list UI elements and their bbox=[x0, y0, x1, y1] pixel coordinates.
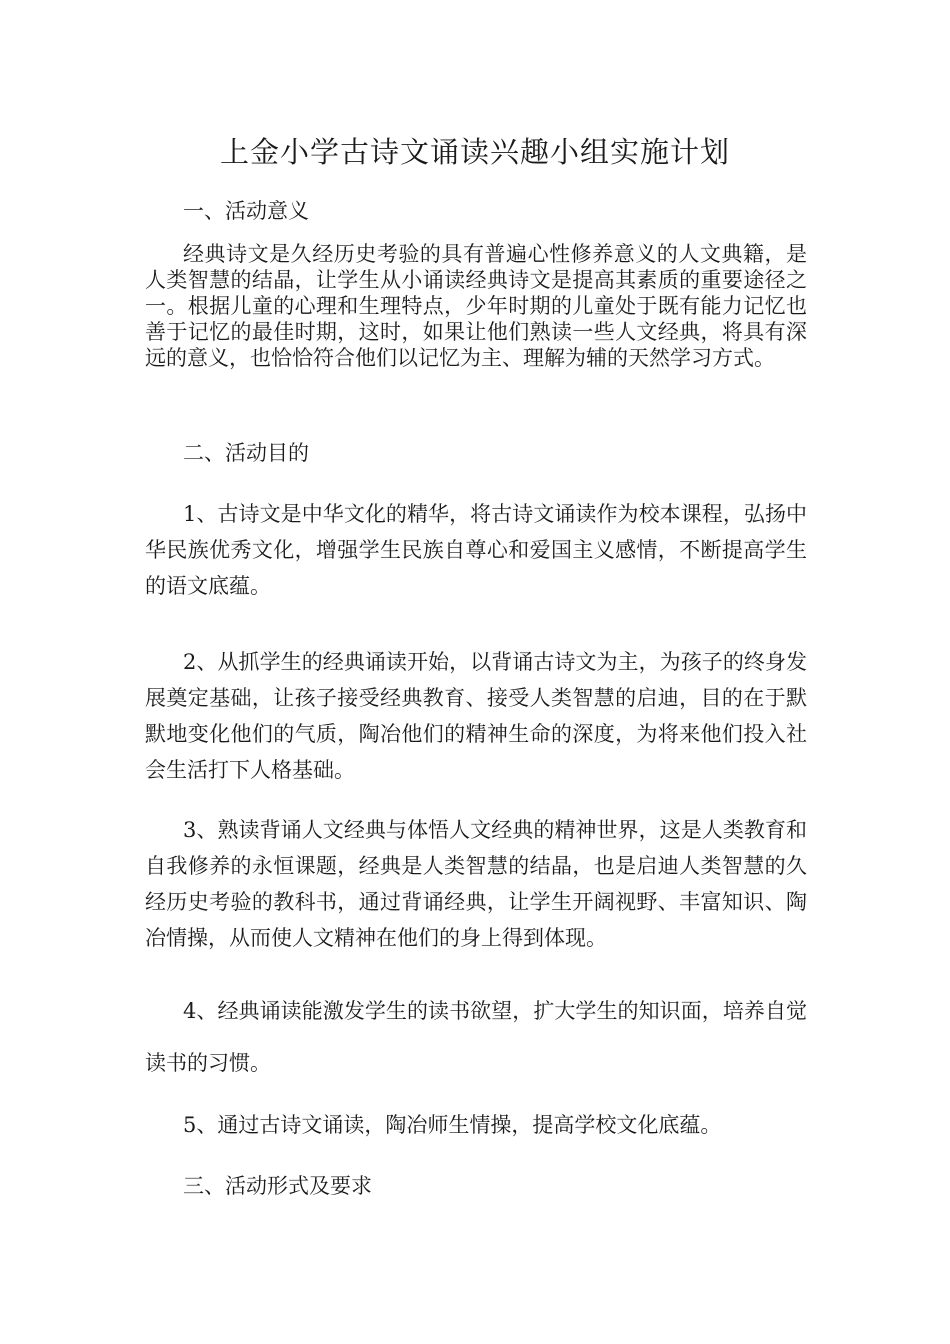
section-heading-significance: 一、活动意义 bbox=[183, 199, 309, 223]
purpose-item-4: 4、经典诵读能激发学生的读书欲望，扩大学生的知识面，培养自觉读书的习惯。 bbox=[145, 999, 807, 1075]
significance-paragraph: 经典诗文是久经历史考验的具有普遍心性修养意义的人文典籍，是人类智慧的结晶，让学生从小诵读经典诗文是提高其素质的重要途径之一。根据儿童的心理和生理特点，少年时期的儿童处于既有能力记忆也善于记忆的最佳时期，这时，如果让他们熟读一些人文经典，将具有深远的意义，也恰恰符合他们以记忆为主、理解为辅的天然学习方式。 bbox=[145, 242, 807, 370]
purpose-item-block-1 bbox=[145, 496, 807, 604]
section-heading-purpose: 二、活动目的 bbox=[183, 441, 309, 465]
purpose-item-block-2 bbox=[145, 644, 807, 788]
purpose-item-2: 2、从抓学生的经典诵读开始，以背诵古诗文为主，为孩子的终身发展奠定基础，让孩子接受经典教育、接受人类智慧的启迪，目的在于默默地变化他们的气质，陶冶他们的精神生命的深度，为将来他们投入社会生活打下人格基础。 bbox=[145, 650, 807, 782]
purpose-item-5: 5、通过古诗文诵读，陶冶师生情操，提高学校文化底蕴。 bbox=[183, 1113, 722, 1137]
purpose-item-block-4 bbox=[145, 985, 807, 1089]
purpose-item-1: 1、古诗文是中华文化的精华，将古诗文诵读作为校本课程，弘扬中华民族优秀文化，增强学生民族自尊心和爱国主义感情，不断提高学生的语文底蕴。 bbox=[145, 502, 807, 598]
purpose-item-3: 3、熟读背诵人文经典与体悟人文经典的精神世界，这是人类教育和自我修养的永恒课题，经典是人类智慧的结晶，也是启迪人类智慧的久经历史考验的教科书，通过背诵经典，让学生开阔视野、丰富知识、陶冶情操，从而使人文精神在他们的身上得到体现。 bbox=[145, 818, 807, 950]
purpose-item-block-3 bbox=[145, 812, 807, 956]
section-heading-format: 三、活动形式及要求 bbox=[183, 1174, 372, 1198]
document-title: 上金小学古诗文诵读兴趣小组实施计划 bbox=[219, 135, 730, 169]
significance-paragraph-block bbox=[145, 241, 807, 371]
purpose-item-block-5 bbox=[145, 1106, 807, 1144]
